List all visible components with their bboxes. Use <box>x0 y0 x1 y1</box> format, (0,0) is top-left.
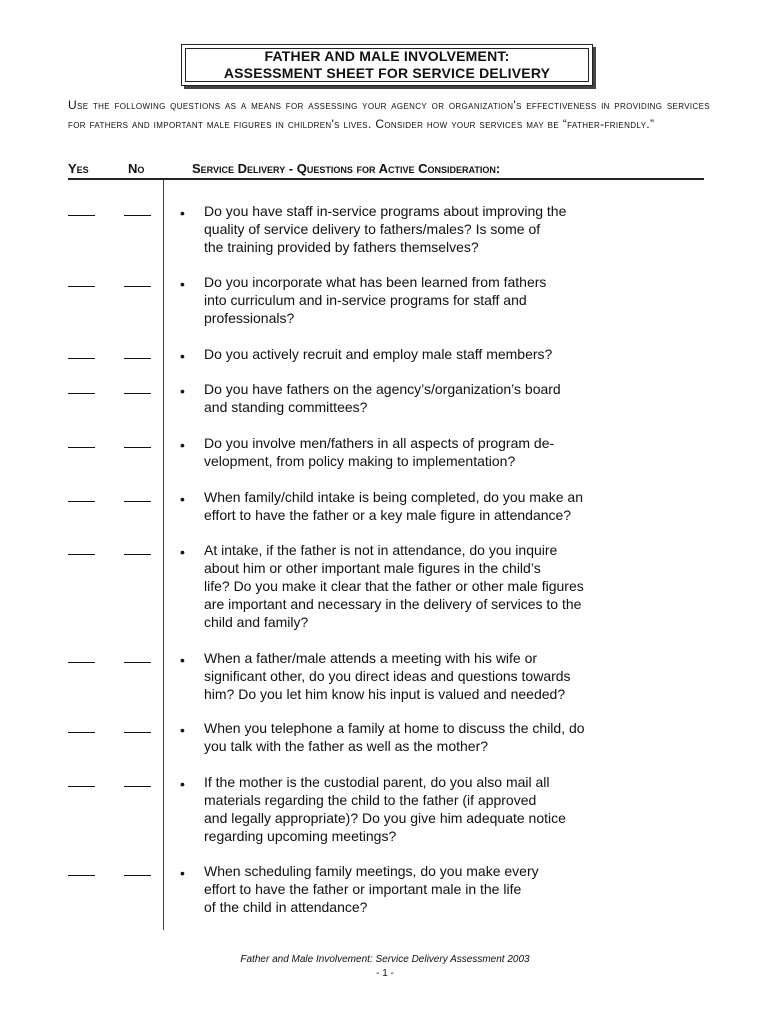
questions-column-header: Service Delivery - Questions for Active Consideration: <box>192 161 501 176</box>
no-answer-blank[interactable] <box>124 286 151 287</box>
question-text <box>204 380 624 416</box>
yes-answer-blank[interactable] <box>68 875 95 876</box>
bullet-icon: • <box>180 383 185 399</box>
question-text-line: professionals? <box>204 310 295 326</box>
question-text <box>204 434 624 470</box>
question-text <box>204 273 624 327</box>
question-text-line: At intake, if the father is not in attendance, do you inquire <box>204 542 558 558</box>
question-text-line: him? Do you let him know his input is valued and needed? <box>204 686 566 702</box>
yes-answer-blank[interactable] <box>68 393 95 394</box>
yes-answer-blank[interactable] <box>68 662 95 663</box>
bullet-icon: • <box>180 491 185 507</box>
question-text-line: significant other, do you direct ideas and questions towards <box>204 668 571 684</box>
title-inner-frame <box>185 48 589 82</box>
question-text-line: When you telephone a family at home to discuss the child, do <box>204 720 585 736</box>
question-text <box>204 541 624 631</box>
bullet-icon: • <box>180 544 185 560</box>
question-text-line: effort to have the father or important male in the life <box>204 881 522 897</box>
question-text-line: effort to have the father or a key male figure in attendance? <box>204 507 572 523</box>
question-text-line: about him or other important male figures in the child’s <box>204 560 541 576</box>
title-line-2: ASSESSMENT SHEET FOR SERVICE DELIVERY <box>223 65 551 81</box>
no-answer-blank[interactable] <box>124 732 151 733</box>
bullet-icon: • <box>180 437 185 453</box>
title-line-1: FATHER AND MALE INVOLVEMENT: <box>264 48 510 64</box>
yes-answer-blank[interactable] <box>68 732 95 733</box>
question-text-line: Do you involve men/fathers in all aspects of program de- <box>204 435 555 451</box>
yes-answer-blank[interactable] <box>68 447 95 448</box>
question-text-line: and legally appropriate)? Do you give him adequate notice <box>204 810 566 826</box>
no-answer-blank[interactable] <box>124 554 151 555</box>
question-text-line: are important and necessary in the delivery of services to the <box>204 596 582 612</box>
question-text-line: and standing committees? <box>204 399 368 415</box>
question-text <box>204 862 624 916</box>
question-text <box>204 345 624 363</box>
no-answer-blank[interactable] <box>124 501 151 502</box>
question-text-line: quality of service delivery to fathers/males? Is some of <box>204 221 541 237</box>
no-answer-blank[interactable] <box>124 447 151 448</box>
bullet-icon: • <box>180 722 185 738</box>
question-text-line: you talk with the father as well as the mother? <box>204 738 489 754</box>
question-text-line: velopment, from policy making to implementation? <box>204 453 516 469</box>
yes-answer-blank[interactable] <box>68 215 95 216</box>
bullet-icon: • <box>180 776 185 792</box>
question-text <box>204 202 624 256</box>
question-text <box>204 649 624 703</box>
question-text-line: Do you incorporate what has been learned from fathers <box>204 274 547 290</box>
question-text-line: into curriculum and in-service programs for staff and <box>204 292 527 308</box>
bullet-icon: • <box>180 205 185 221</box>
page-number: - 1 - <box>376 968 394 979</box>
yes-answer-blank[interactable] <box>68 786 95 787</box>
no-answer-blank[interactable] <box>124 215 151 216</box>
question-text-line: When family/child intake is being completed, do you make an <box>204 489 583 505</box>
question-text-line: Do you have fathers on the agency’s/organization’s board <box>204 381 561 397</box>
question-text-line: When a father/male attends a meeting with his wife or <box>204 650 538 666</box>
question-text <box>204 773 624 845</box>
no-column-header: No <box>128 161 145 176</box>
question-text-line: the training provided by fathers themselves? <box>204 239 479 255</box>
no-answer-blank[interactable] <box>124 875 151 876</box>
bullet-icon: • <box>180 348 185 364</box>
bullet-icon: • <box>180 652 185 668</box>
question-text-line: Do you actively recruit and employ male staff members? <box>204 346 553 362</box>
no-answer-blank[interactable] <box>124 786 151 787</box>
question-text-line: regarding upcoming meetings? <box>204 828 397 844</box>
question-text-line: life? Do you make it clear that the father or other male figures <box>204 578 584 594</box>
no-answer-blank[interactable] <box>124 393 151 394</box>
yes-answer-blank[interactable] <box>68 286 95 287</box>
no-answer-blank[interactable] <box>124 662 151 663</box>
yes-column-header: Yes <box>68 161 89 176</box>
question-text-line: of the child in attendance? <box>204 899 368 915</box>
no-answer-blank[interactable] <box>124 358 151 359</box>
question-text-line: If the mother is the custodial parent, do you also mail all <box>204 774 550 790</box>
question-text-line: When scheduling family meetings, do you make every <box>204 863 539 879</box>
question-text <box>204 488 624 524</box>
bullet-icon: • <box>180 276 185 292</box>
question-text <box>204 719 624 755</box>
yes-answer-blank[interactable] <box>68 358 95 359</box>
yes-answer-blank[interactable] <box>68 554 95 555</box>
intro-paragraph: Use the following questions as a means for assessing your agency or organization's effectiveness in providing services for fathers and important male figures in children's lives. Consider how your services may be “father-friendly.” <box>68 98 710 131</box>
column-divider <box>163 180 164 930</box>
question-text-line: Do you have staff in-service programs about improving the <box>204 203 567 219</box>
yes-answer-blank[interactable] <box>68 501 95 502</box>
question-text-line: materials regarding the child to the father (if approved <box>204 792 537 808</box>
footer-text: Father and Male Involvement: Service Delivery Assessment 2003 <box>240 954 530 965</box>
title-box <box>181 44 593 86</box>
question-text-line: child and family? <box>204 614 309 630</box>
bullet-icon: • <box>180 865 185 881</box>
